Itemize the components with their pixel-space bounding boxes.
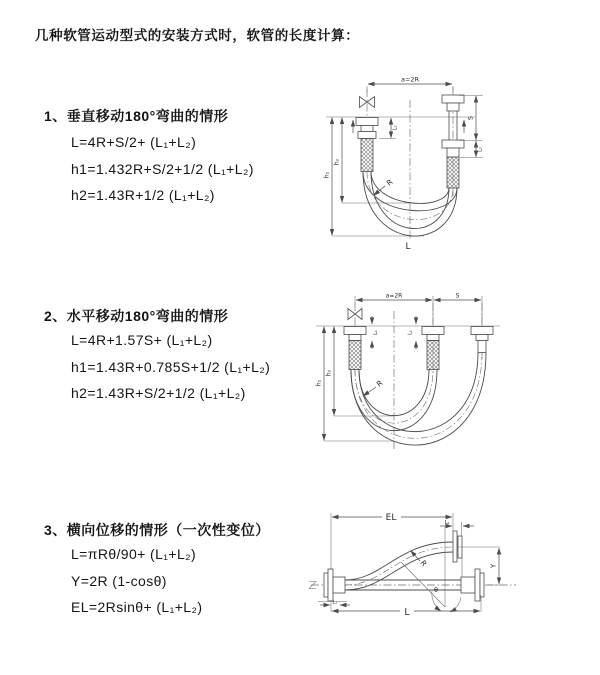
length-label-l: L xyxy=(404,607,410,618)
dim-label-y: Y xyxy=(489,563,498,569)
section-3-formula-L: L=πRθ/90+ (L₁+L₂) xyxy=(71,546,197,562)
section-2-formula-h2: h2=1.43R+S/2+1/2 (L₁+L₂) xyxy=(71,385,246,401)
page-title: 几种软管运动型式的安装方式时，软管的长度计算： xyxy=(35,28,360,43)
dim-label-s: S xyxy=(466,115,475,121)
radius-label-r: R xyxy=(374,378,385,389)
radius-label-r: R xyxy=(384,177,395,188)
dim-label-a2r: a=2R xyxy=(385,292,403,300)
dim-label-l2: L₂ xyxy=(477,147,484,152)
section-2-formula-h1: h1=1.43R+0.785S+1/2 (L₁+L₂) xyxy=(71,359,271,375)
section-3-formula-EL: EL=2Rsinθ+ (L₁+L₂) xyxy=(71,599,203,615)
dim-label-h2: h₂ xyxy=(325,369,333,377)
diagram-vertical-180-bend xyxy=(312,70,562,260)
dim-label-h1: h₁ xyxy=(323,171,331,179)
dim-label-h2: h₂ xyxy=(333,158,341,166)
length-label-l: L xyxy=(405,242,411,252)
dim-label-l1: L₁ xyxy=(332,599,338,606)
section-1-formula-h1: h1=1.432R+S/2+1/2 (L₁+L₂) xyxy=(71,161,254,177)
section-1-heading: 1、垂直移动180°弯曲的情形 xyxy=(44,108,229,124)
dim-label-s: S xyxy=(455,292,460,300)
dim-label-l1: L₁ xyxy=(392,125,399,131)
radius-label-r: R xyxy=(418,558,429,569)
dim-label-l1: L₁ xyxy=(373,330,379,335)
dim-label-el: EL xyxy=(385,513,397,523)
dim-label-l2: L₂ xyxy=(407,330,414,335)
dim-label-l2: L₂ xyxy=(444,520,450,526)
section-3-formula-Y: Y=2R (1-cosθ) xyxy=(71,573,167,589)
dim-label-h1: h₁ xyxy=(315,379,323,387)
section-1-formula-h2: h2=1.43R+1/2 (L₁+L₂) xyxy=(71,187,215,203)
angle-label-theta: θ xyxy=(434,586,438,594)
section-1-formula-L: L=4R+S/2+ (L₁+L₂) xyxy=(71,134,197,150)
diagram-lateral-displacement xyxy=(303,500,598,655)
section-2-formula-L: L=4R+1.57S+ (L₁+L₂) xyxy=(71,332,213,348)
section-3-heading: 3、横向位移的情形（一次性变位） xyxy=(44,522,270,538)
diagram-horizontal-180-bend xyxy=(308,283,570,461)
section-2-heading: 2、水平移动180°弯曲的情形 xyxy=(44,308,229,324)
dim-label-a2r: a=2R xyxy=(400,75,420,84)
